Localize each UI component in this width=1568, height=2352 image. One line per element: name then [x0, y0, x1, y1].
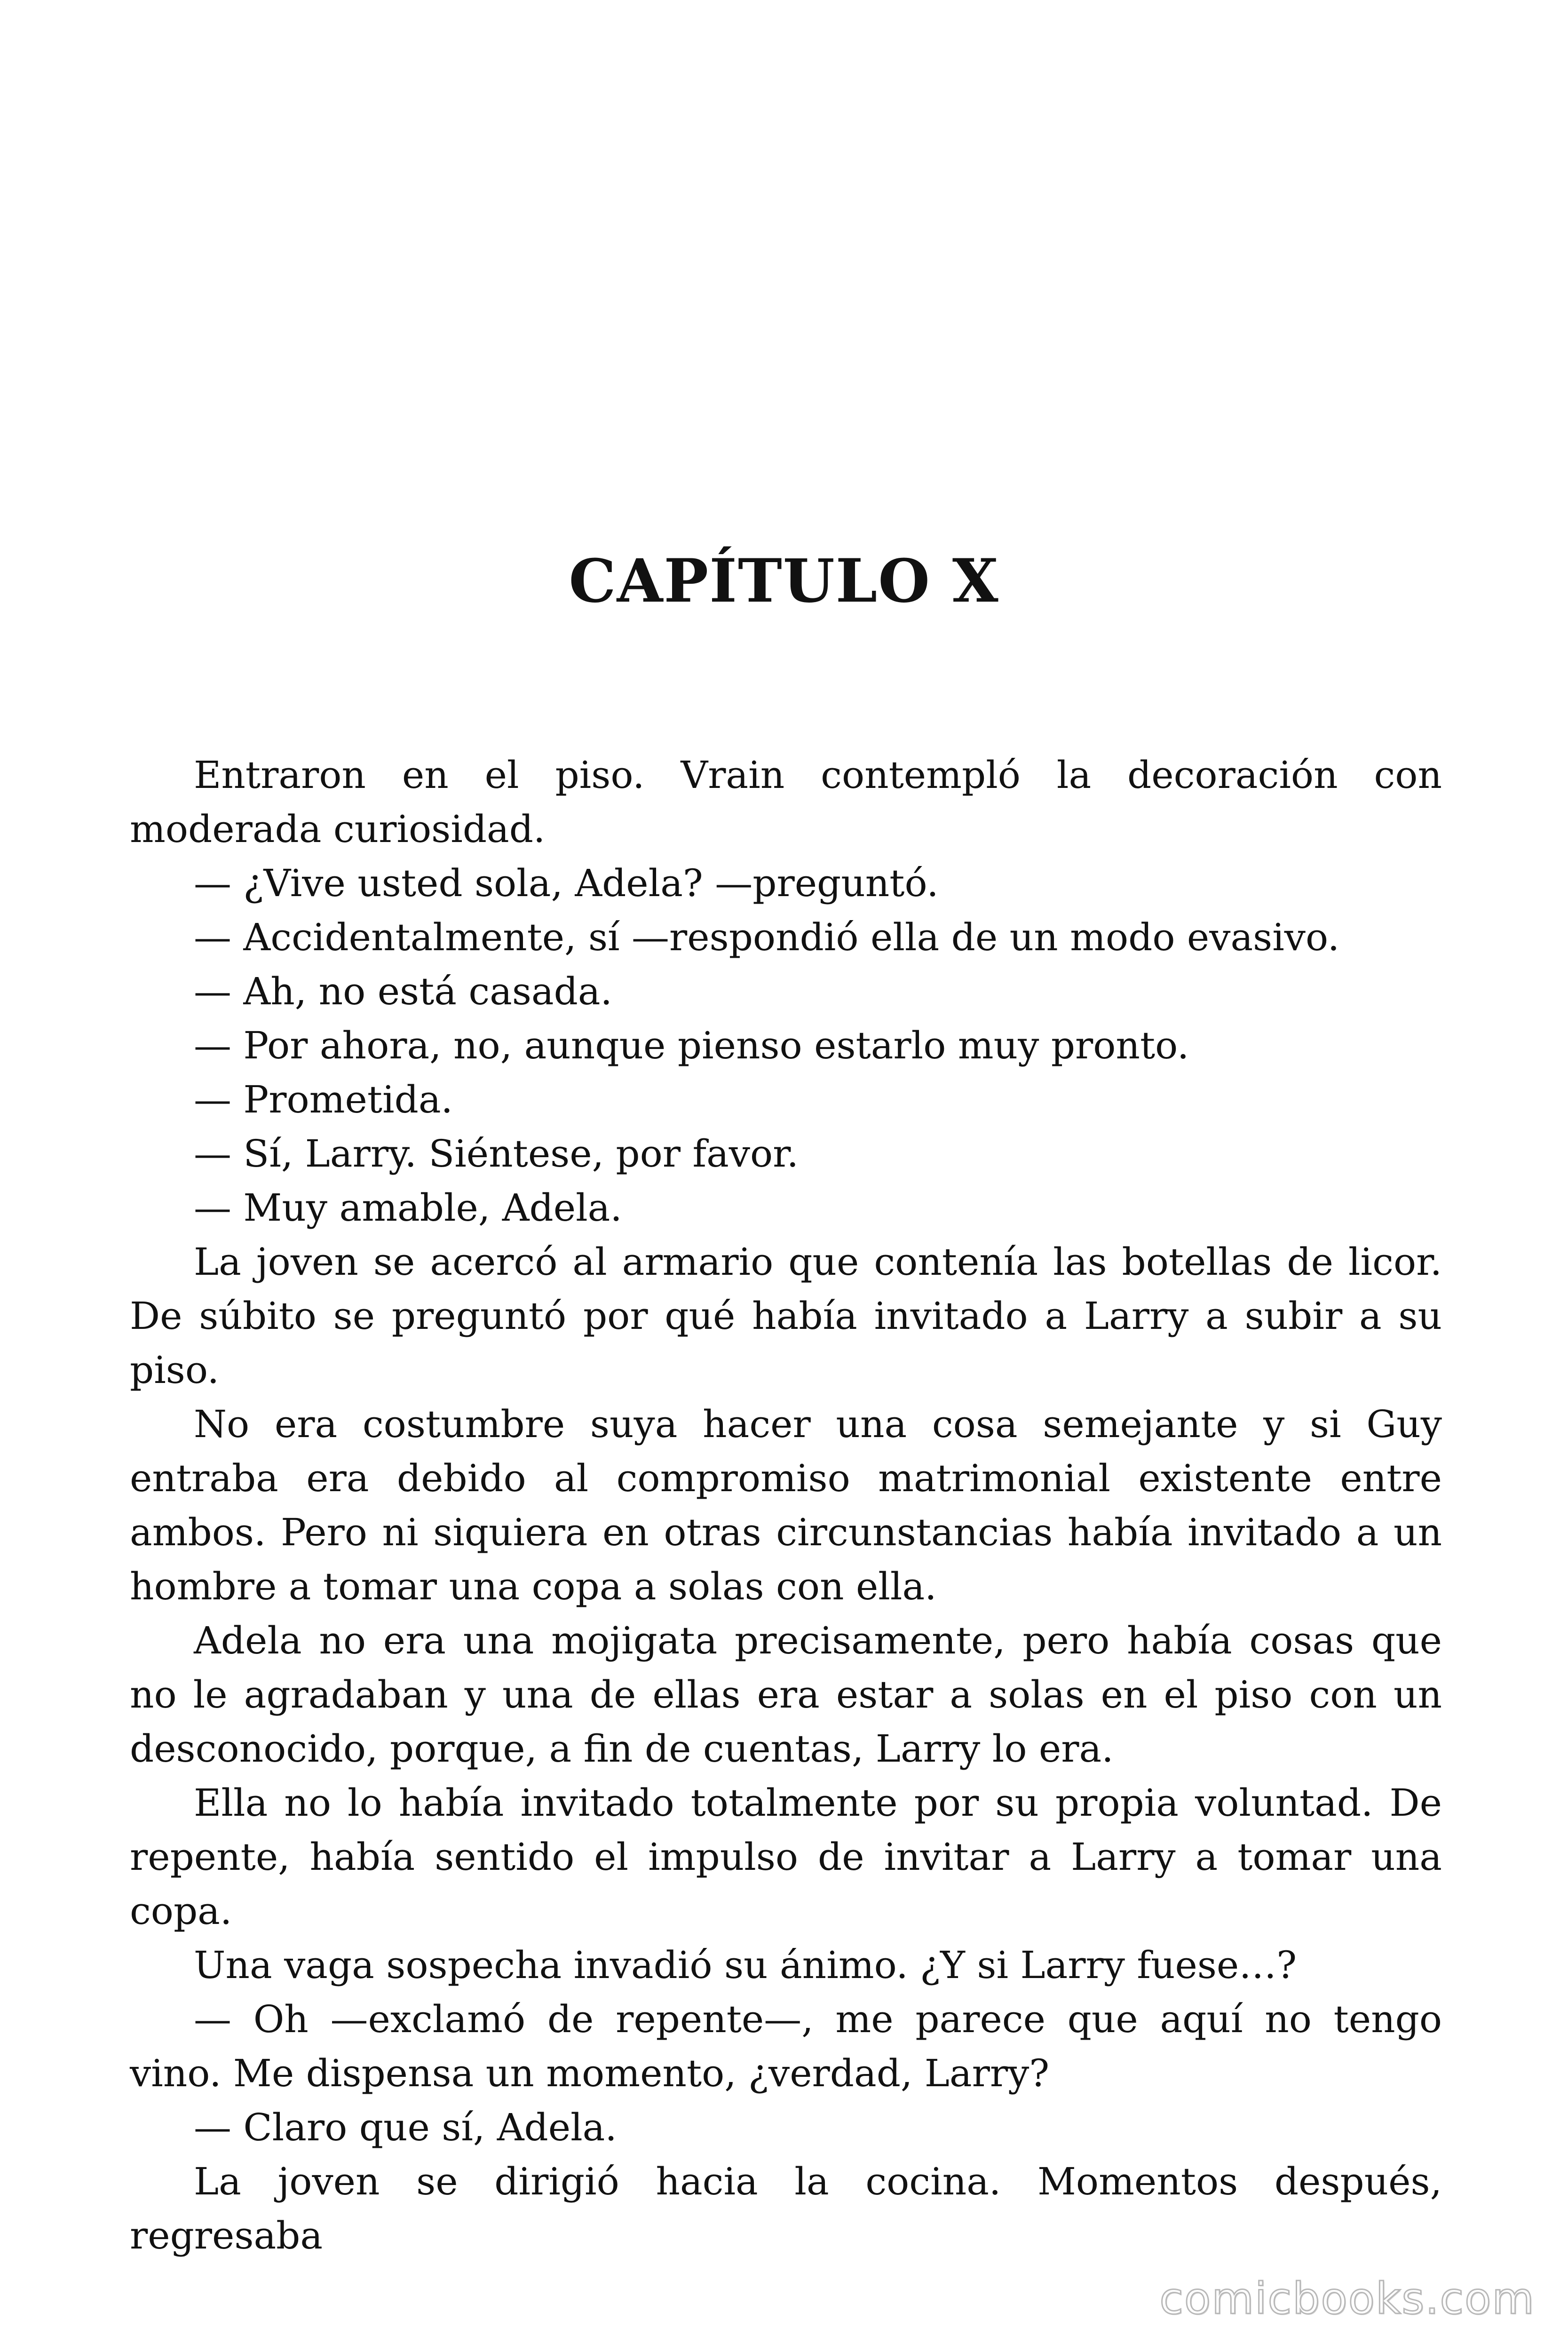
paragraph: Ella no lo había invitado totalmente por su propia voluntad. De repente, había sentido el impulso de invitar a Larry a tomar una copa. — [130, 1781, 1442, 1933]
paragraph: Adela no era una mojigata precisamente, pero había cosas que no le agradaban y una de ellas era estar a solas en el piso con un desconocido, porque, a fin de cuentas, Larry lo era. — [130, 1619, 1442, 1771]
watermark: comicbooks.com — [1159, 2273, 1535, 2324]
paragraph: La joven se acercó al armario que contenía las botellas de licor. De súbito se preguntó por qué había invitado a Larry a subir a su piso. — [130, 1240, 1442, 1392]
chapter-body — [130, 748, 1442, 2263]
chapter-title: CAPÍTULO X — [569, 546, 999, 616]
dialogue-line: — Ah, no está casada. — [194, 969, 612, 1013]
paragraph: Entraron en el piso. Vrain contempló la decoración con moderada curiosidad. — [130, 753, 1442, 851]
dialogue-line: — Claro que sí, Adela. — [194, 2106, 617, 2149]
paragraph: No era costumbre suya hacer una cosa semejante y si Guy entraba era debido al compromiso matrimonial existente entre ambos. Pero ni siquiera en otras circunstancias había invitado a un hombre a tomar una copa a solas con ella. — [130, 1402, 1442, 1608]
dialogue-line: — Accidentalmente, sí —respondió ella de un modo evasivo. — [194, 915, 1340, 959]
paragraph: Una vaga sospecha invadió su ánimo. ¿Y si Larry fuese…? — [194, 1943, 1297, 1987]
dialogue-line: — ¿Vive usted sola, Adela? —preguntó. — [194, 861, 939, 905]
dialogue-line: — Por ahora, no, aunque pienso estarlo muy pronto. — [194, 1024, 1189, 1067]
dialogue-line: — Sí, Larry. Siéntese, por favor. — [194, 1132, 799, 1176]
dialogue-line: — Oh —exclamó de repente—, me parece que aquí no tengo vino. Me dispensa un momento, ¿verdad, Larry? — [130, 1997, 1442, 2095]
dialogue-line: — Muy amable, Adela. — [194, 1186, 622, 1230]
paragraph: La joven se dirigió hacia la cocina. Momentos después, regresaba — [130, 2160, 1442, 2257]
dialogue-line: — Prometida. — [194, 1078, 453, 1121]
